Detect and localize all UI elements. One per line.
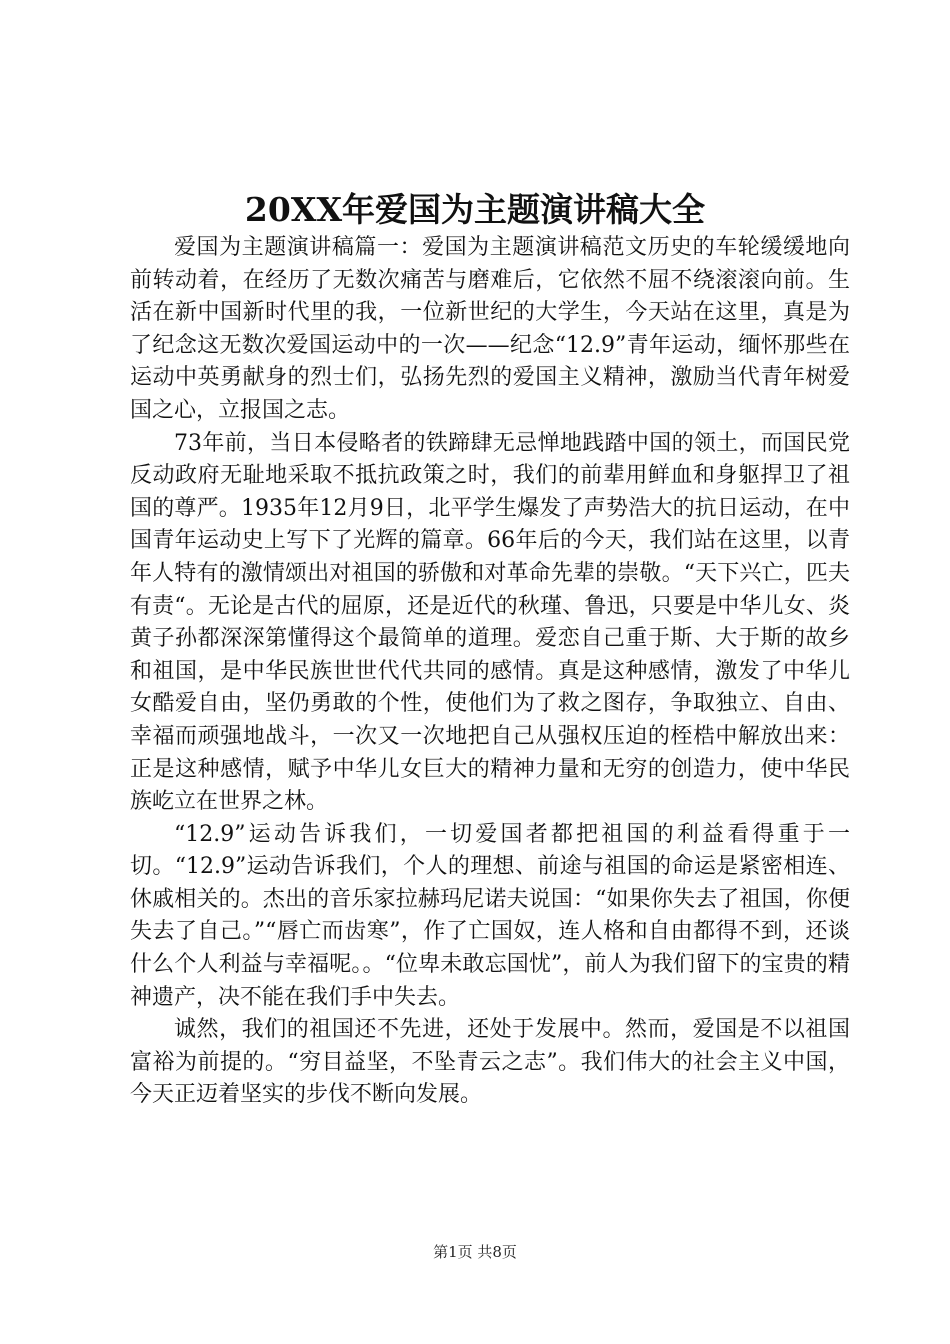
paragraph-4: 诚然，我们的祖国还不先进，还处于发展中。然而，爱国是不以祖国富裕为前提的。“穷目益坚，不坠青云之志”。我们伟大的社会主义中国，今天正迈着坚实的步伐不断向发展。 [130,1017,850,1108]
page-footer: 第1页 共8页 [433,1243,517,1261]
paragraph-2: 73年前，当日本侵略者的铁蹄肆无忌惮地践踏中国的领土，而国民党反动政府无耻地采取不抵抗政策之时，我们的前辈用鲜血和身躯捍卫了祖国的尊严。1935年12月9日，北平学生爆发了声势浩大的抗日运动，在中国青年运动史上写下了光辉的篇章。66年后的今天，我们站在这里，以青年人特有的激情颂出对祖国的骄傲和对革命先辈的崇敬。“天下兴亡，匹夫有责“。无论是古代的屈原，还是近代的秋瑾、鲁迅，只要是中华儿女、炎黄子孙都深深第懂得这个最简单的道理。爱恋自己重于斯、大于斯的故乡和祖国，是中华民族世世代代共同的感情。真是这种感情，激发了中华儿女酷爱自由，坚仍勇敢的个性，使他们为了救之图存，争取独立、自由、幸福而顽强地战斗，一次又一次地把自己从强权压迫的桎梏中解放出来：正是这种感情，赋予中华儿女巨大的精神力量和无穷的创造力，使中华民族屹立在世界之林。 [130,430,850,815]
document-body [130,232,850,1112]
document-title: 20XX年爱国为主题演讲稿大全 [244,190,706,229]
paragraph-1: 爱国为主题演讲稿篇一：爱国为主题演讲稿范文历史的车轮缓缓地向前转动着，在经历了无数次痛苦与磨难后，它依然不屈不绕滚滚向前。生活在新中国新时代里的我，一位新世纪的大学生，今天站在这里，真是为了纪念这无数次爱国运动中的一次——纪念“12.9”青年运动，缅怀那些在运动中英勇献身的烈士们，弘扬先烈的爱国主义精神，激励当代青年树爱国之心，立报国之志。 [130,235,850,423]
paragraph-3: “12.9”运动告诉我们，一切爱国者都把祖国的利益看得重于一切。“12.9”运动告诉我们，个人的理想、前途与祖国的命运是紧密相连、休戚相关的。杰出的音乐家拉赫玛尼诺夫说国：“如果你失去了祖国，你便失去了自己。”“唇亡而齿寒”，作了亡国奴，连人格和自由都得不到，还谈什么个人利益与幸福呢。。“位卑未敢忘国忧”，前人为我们留下的宝贵的精神遗产，决不能在我们手中失去。 [130,821,850,1010]
